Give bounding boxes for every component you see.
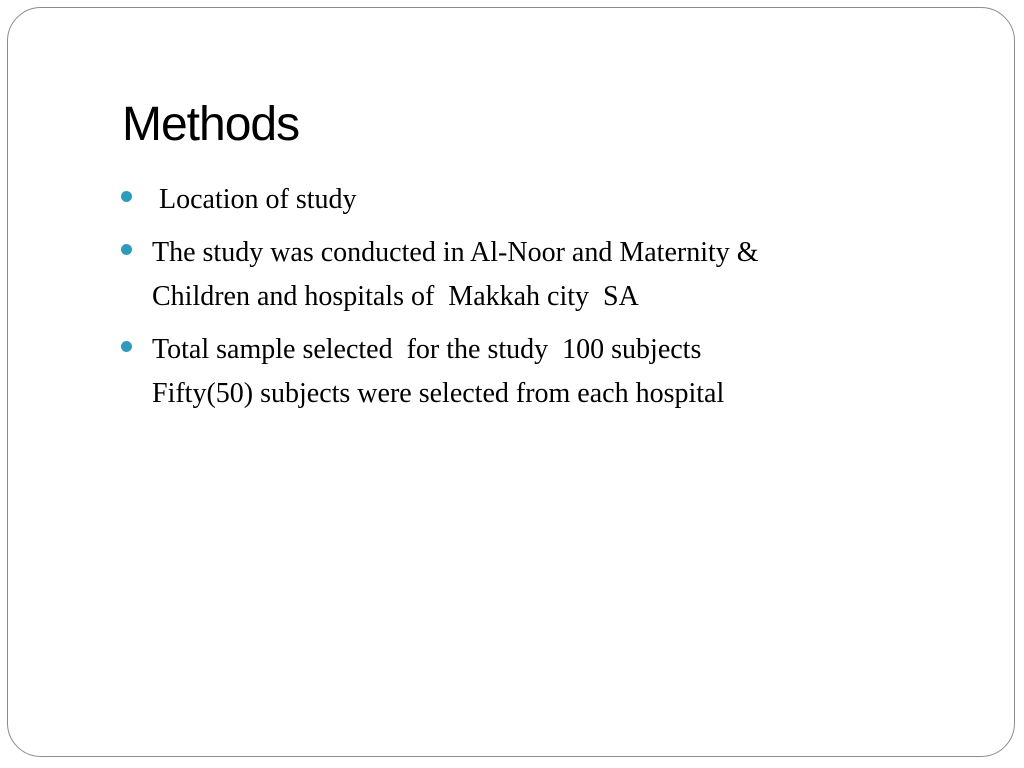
bullet-text: Children and hospitals of Makkah city SA — [152, 281, 639, 312]
slide-title: Methods — [122, 98, 300, 151]
bullet-dot-icon — [121, 341, 132, 352]
bullet-text: Fifty(50) subjects were selected from each hospital — [152, 378, 725, 409]
bullet-item — [121, 328, 881, 416]
bullet-text: Total sample selected for the study 100 subjects — [152, 334, 702, 365]
bullet-list — [121, 178, 881, 425]
slide — [7, 7, 1015, 757]
bullet-text: The study was conducted in Al-Noor and Maternity & — [152, 237, 759, 268]
bullet-text: Location of study — [152, 184, 357, 215]
bullet-item — [121, 178, 881, 222]
bullet-item — [121, 231, 881, 319]
bullet-dot-icon — [121, 191, 132, 202]
bullet-dot-icon — [121, 244, 132, 255]
